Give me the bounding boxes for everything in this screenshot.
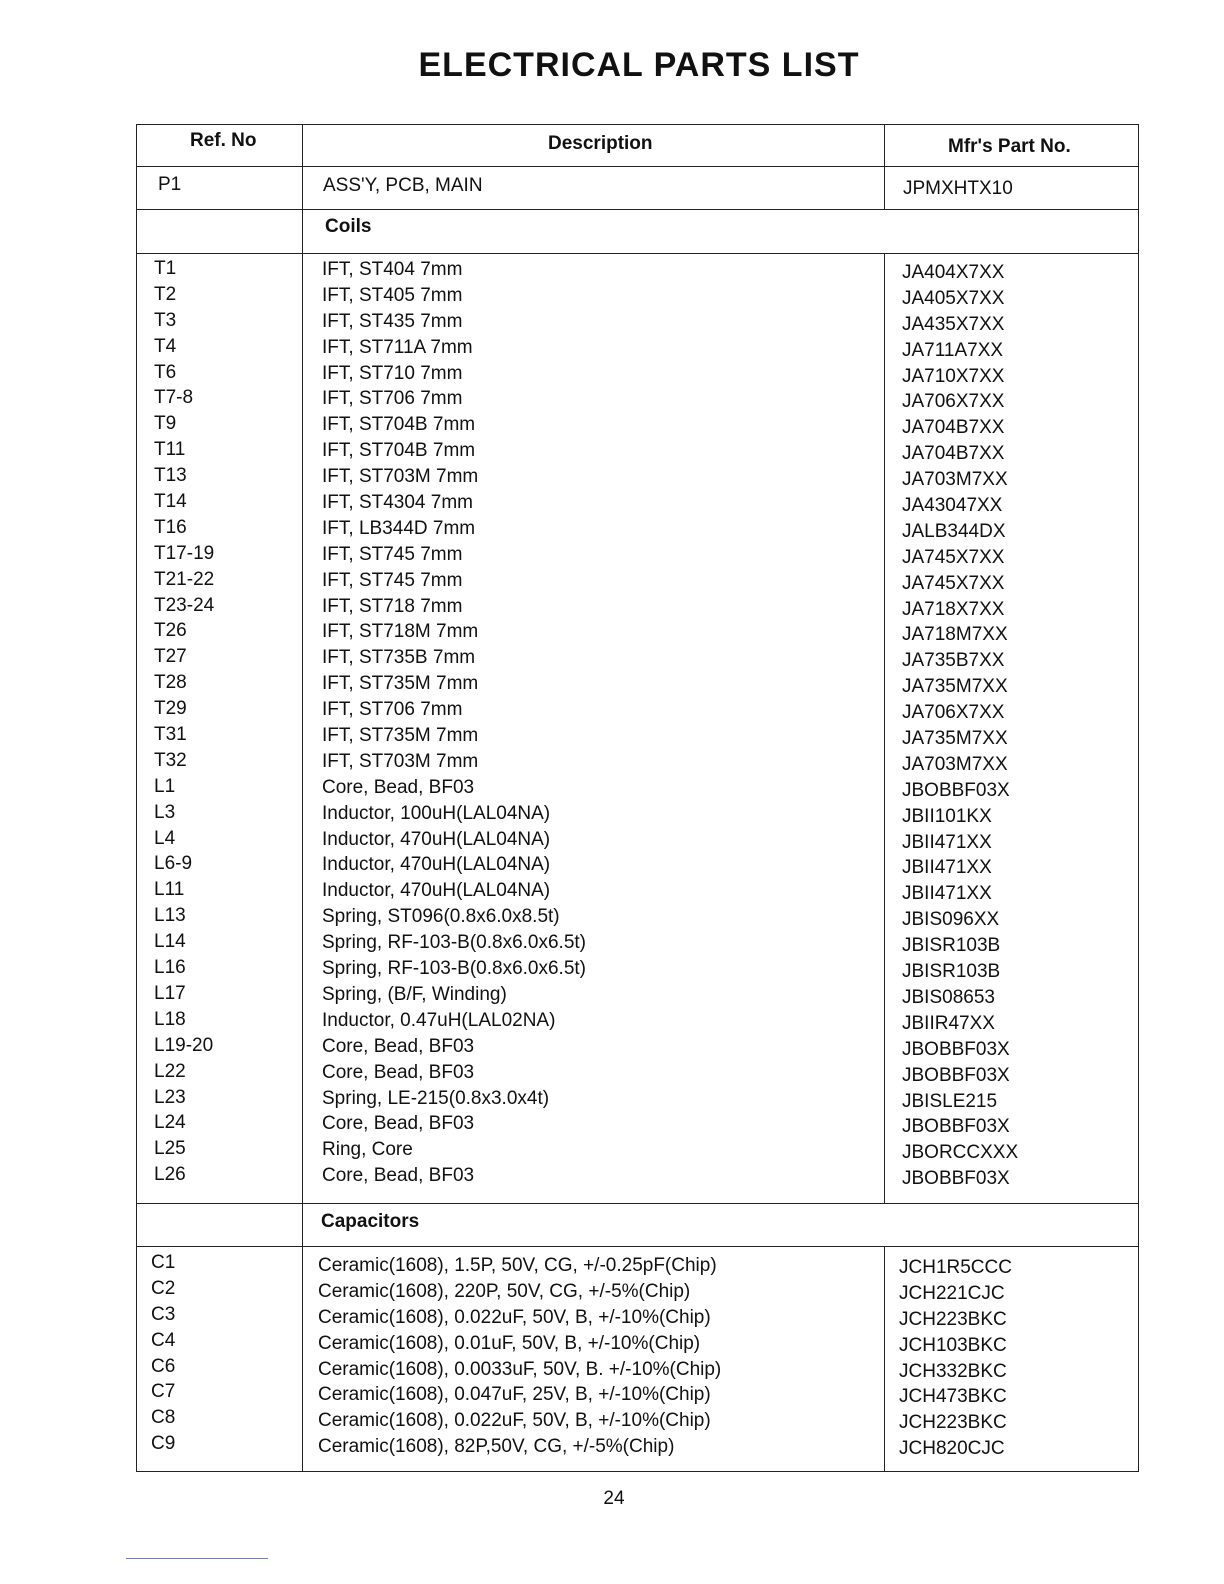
table-cell-part-no: JA735M7XX	[902, 728, 1008, 750]
table-cell-description: IFT, LB344D 7mm	[322, 517, 476, 539]
table-cell-part-no: JA711A7XX	[902, 339, 1004, 361]
table-cell-description: Spring, ST096(0.8x6.0x8.5t)	[322, 906, 560, 928]
table-cell-description: Inductor, 470uH(LAL04NA)	[322, 828, 551, 850]
table-cell-ref: L6-9	[154, 853, 193, 875]
table-cell-ref: T13	[154, 465, 187, 487]
table-cell-description: IFT, ST745 7mm	[322, 569, 463, 591]
table-cell-part-no: JCH221CJC	[899, 1282, 1005, 1304]
table-cell-description: Ceramic(1608), 0.022uF, 50V, B, +/-10%(Chip)	[318, 1306, 711, 1328]
capacitors-part-column	[899, 1255, 1012, 1462]
capacitors-description-column	[318, 1253, 721, 1460]
table-cell-ref: T32	[154, 749, 187, 771]
table-cell-part-no: JBII471XX	[902, 831, 992, 853]
table-cell-ref: T31	[154, 724, 187, 746]
table-cell-ref: L4	[154, 827, 176, 849]
table-cell-part-no: JBOBBF03X	[902, 779, 1010, 801]
table-cell-ref: T2	[154, 283, 177, 305]
table-cell-part-no: JBIS096XX	[902, 909, 1000, 931]
table-cell-description: Ceramic(1608), 220P, 50V, CG, +/-5%(Chip)	[318, 1280, 691, 1302]
column-divider-part	[884, 1246, 885, 1472]
section-title-capacitors: Capacitors	[321, 1211, 420, 1232]
table-cell-description: Ceramic(1608), 0.01uF, 50V, B, +/-10%(Chip)	[318, 1332, 701, 1354]
table-cell-description: IFT, ST435 7mm	[322, 310, 463, 332]
table-cell-ref: T7-8	[154, 387, 194, 409]
column-divider-part	[884, 124, 885, 210]
table-cell-part-no: JA404X7XX	[902, 262, 1005, 283]
table-cell-ref: C1	[151, 1252, 176, 1273]
row-divider	[136, 253, 1139, 254]
table-cell-ref: T23-24	[154, 594, 215, 616]
coils-part-column	[902, 260, 1018, 1192]
table-cell-description: IFT, ST706 7mm	[322, 699, 463, 721]
table-cell-part-no: JA718M7XX	[902, 624, 1008, 646]
table-cell-ref: T17-19	[154, 542, 215, 564]
table-cell-ref: C2	[151, 1277, 176, 1299]
table-cell-ref: L19-20	[154, 1034, 214, 1056]
table-cell-part-no: JA405X7XX	[902, 287, 1005, 309]
table-cell-ref: L23	[154, 1086, 186, 1108]
table-cell-part-no: JBOBBF03X	[902, 1064, 1010, 1086]
table-cell-description: IFT, ST703M 7mm	[322, 750, 479, 772]
row-divider	[136, 1246, 1139, 1247]
main-row-ref: P1	[158, 174, 182, 195]
page-title: ELECTRICAL PARTS LIST	[418, 46, 860, 84]
table-cell-description: Spring, (B/F, Winding)	[322, 983, 507, 1005]
table-cell-description: Ceramic(1608), 1.5P, 50V, CG, +/-0.25pF(Chip)	[318, 1255, 717, 1276]
table-cell-part-no: JBII471XX	[902, 857, 992, 879]
table-cell-part-no: JA710X7XX	[902, 365, 1005, 387]
table-cell-description: IFT, ST703M 7mm	[322, 466, 479, 488]
table-cell-ref: T29	[154, 698, 187, 720]
table-cell-part-no: JBII471XX	[902, 883, 992, 905]
table-cell-ref: C7	[151, 1381, 176, 1403]
table-cell-description: Inductor, 470uH(LAL04NA)	[322, 854, 551, 876]
table-cell-ref: T1	[154, 258, 177, 279]
table-cell-part-no: JBIS08653	[902, 986, 995, 1008]
table-cell-part-no: JA735B7XX	[902, 650, 1005, 672]
table-cell-part-no: JA745X7XX	[902, 572, 1005, 594]
table-cell-ref: T11	[154, 439, 186, 461]
column-divider-part	[884, 253, 885, 1203]
table-cell-description: Ceramic(1608), 0.047uF, 25V, B, +/-10%(Chip)	[318, 1384, 711, 1406]
table-cell-description: Ring, Core	[322, 1139, 413, 1161]
column-divider-ref	[302, 124, 303, 1472]
table-cell-ref: T21-22	[154, 568, 215, 590]
table-cell-part-no: JA735M7XX	[902, 676, 1008, 698]
table-cell-part-no: JBII101KX	[902, 805, 992, 827]
table-cell-part-no: JBISR103B	[902, 961, 1001, 983]
table-cell-part-no: JA706X7XX	[902, 702, 1005, 724]
table-cell-part-no: JCH473BKC	[899, 1386, 1007, 1408]
table-cell-part-no: JBORCCXXX	[902, 1142, 1019, 1164]
table-cell-part-no: JBOBBF03X	[902, 1116, 1010, 1138]
table-cell-ref: L1	[154, 775, 176, 797]
table-cell-description: Core, Bead, BF03	[322, 1061, 475, 1083]
row-divider	[136, 209, 1139, 210]
table-cell-ref: T28	[154, 672, 187, 694]
table-cell-description: IFT, ST718 7mm	[322, 595, 463, 617]
table-cell-description: Spring, RF-103-B(0.8x6.0x6.5t)	[322, 932, 587, 954]
table-cell-part-no: JBISLE215	[902, 1090, 998, 1112]
table-cell-description: Core, Bead, BF03	[322, 776, 475, 798]
table-cell-ref: L18	[154, 1008, 186, 1030]
coils-description-column	[322, 257, 586, 1189]
table-cell-ref: T6	[154, 361, 177, 383]
table-cell-description: IFT, ST711A 7mm	[322, 336, 473, 358]
table-cell-description: IFT, ST735M 7mm	[322, 673, 479, 695]
table-cell-part-no: JA706X7XX	[902, 391, 1005, 413]
table-cell-ref: L17	[154, 982, 186, 1004]
table-cell-description: Ceramic(1608), 0.022uF, 50V, B, +/-10%(Chip)	[318, 1410, 711, 1432]
table-cell-part-no: JCH332BKC	[899, 1360, 1007, 1382]
table-cell-description: IFT, ST735B 7mm	[322, 647, 476, 669]
coils-ref-column	[154, 256, 214, 1188]
table-cell-ref: L16	[154, 957, 186, 979]
header-part-no: Mfr's Part No.	[948, 136, 1071, 157]
table-cell-description: IFT, ST4304 7mm	[322, 492, 473, 514]
table-cell-description: Core, Bead, BF03	[322, 1113, 475, 1135]
table-cell-part-no: JA704B7XX	[902, 443, 1005, 465]
table-cell-description: Inductor, 470uH(LAL04NA)	[322, 880, 551, 902]
table-cell-part-no: JA703M7XX	[902, 753, 1008, 775]
table-cell-description: Ceramic(1608), 0.0033uF, 50V, B. +/-10%(Chip)	[318, 1358, 722, 1380]
table-cell-ref: T26	[154, 620, 187, 642]
table-cell-ref: T3	[154, 309, 177, 331]
table-cell-ref: C3	[151, 1303, 176, 1325]
table-cell-part-no: JALB344DX	[902, 520, 1006, 542]
table-cell-ref: T27	[154, 646, 187, 668]
table-cell-ref: L26	[154, 1164, 186, 1186]
footer-rule	[126, 1558, 268, 1559]
table-cell-part-no: JCH223BKC	[899, 1412, 1007, 1434]
table-cell-part-no: JA745X7XX	[902, 546, 1005, 568]
table-cell-description: IFT, ST706 7mm	[322, 388, 463, 410]
table-cell-ref: C9	[151, 1433, 176, 1455]
table-cell-ref: T9	[154, 413, 177, 435]
table-cell-ref: T14	[154, 491, 187, 513]
table-cell-part-no: JCH820CJC	[899, 1438, 1005, 1460]
table-cell-ref: T4	[154, 335, 177, 357]
table-cell-description: IFT, ST405 7mm	[322, 284, 463, 306]
table-cell-part-no: JCH103BKC	[899, 1334, 1007, 1356]
table-cell-part-no: JBIIR47XX	[902, 1012, 995, 1034]
table-cell-description: Inductor, 100uH(LAL04NA)	[322, 802, 551, 824]
table-cell-part-no: JA43047XX	[902, 495, 1003, 517]
table-cell-description: Inductor, 0.47uH(LAL02NA)	[322, 1009, 556, 1031]
table-cell-ref: L14	[154, 931, 186, 953]
table-cell-ref: C6	[151, 1355, 176, 1377]
table-cell-description: IFT, ST745 7mm	[322, 543, 463, 565]
main-row-description: ASS'Y, PCB, MAIN	[323, 175, 483, 196]
table-cell-ref: T16	[154, 516, 187, 538]
table-cell-ref: C4	[151, 1329, 176, 1351]
main-row-part: JPMXHTX10	[903, 178, 1013, 199]
table-cell-part-no: JCH223BKC	[899, 1308, 1007, 1330]
table-cell-part-no: JBISR103B	[902, 935, 1001, 957]
table-cell-part-no: JCH1R5CCC	[899, 1257, 1012, 1278]
section-title-coils: Coils	[325, 216, 372, 237]
table-cell-part-no: JBOBBF03X	[902, 1168, 1010, 1190]
table-cell-description: IFT, ST735M 7mm	[322, 725, 479, 747]
table-cell-description: Core, Bead, BF03	[322, 1035, 475, 1057]
table-cell-ref: C8	[151, 1407, 176, 1429]
header-description: Description	[548, 133, 653, 154]
row-divider	[136, 1203, 1139, 1204]
table-cell-description: IFT, ST404 7mm	[322, 259, 463, 280]
table-cell-description: IFT, ST704B 7mm	[322, 440, 476, 462]
table-cell-part-no: JA718X7XX	[902, 598, 1005, 620]
table-cell-part-no: JA703M7XX	[902, 469, 1008, 491]
table-cell-ref: L24	[154, 1112, 186, 1134]
row-divider	[136, 166, 1139, 167]
table-cell-ref: L11	[154, 879, 185, 901]
table-cell-ref: L13	[154, 905, 186, 927]
capacitors-ref-column	[151, 1250, 175, 1457]
header-ref: Ref. No	[190, 130, 257, 151]
table-cell-part-no: JA435X7XX	[902, 313, 1005, 335]
page-number: 24	[603, 1488, 625, 1509]
table-cell-ref: L25	[154, 1138, 186, 1160]
table-cell-description: Core, Bead, BF03	[322, 1165, 475, 1187]
table-cell-description: IFT, ST718M 7mm	[322, 621, 479, 643]
table-cell-description: IFT, ST704B 7mm	[322, 414, 476, 436]
table-cell-part-no: JBOBBF03X	[902, 1038, 1010, 1060]
table-cell-ref: L22	[154, 1060, 186, 1082]
table-cell-ref: L3	[154, 801, 176, 823]
table-cell-description: IFT, ST710 7mm	[322, 362, 463, 384]
table-cell-description: Spring, LE-215(0.8x3.0x4t)	[322, 1087, 550, 1109]
table-cell-description: Ceramic(1608), 82P,50V, CG, +/-5%(Chip)	[318, 1436, 675, 1458]
table-cell-description: Spring, RF-103-B(0.8x6.0x6.5t)	[322, 958, 587, 980]
table-cell-part-no: JA704B7XX	[902, 417, 1005, 439]
